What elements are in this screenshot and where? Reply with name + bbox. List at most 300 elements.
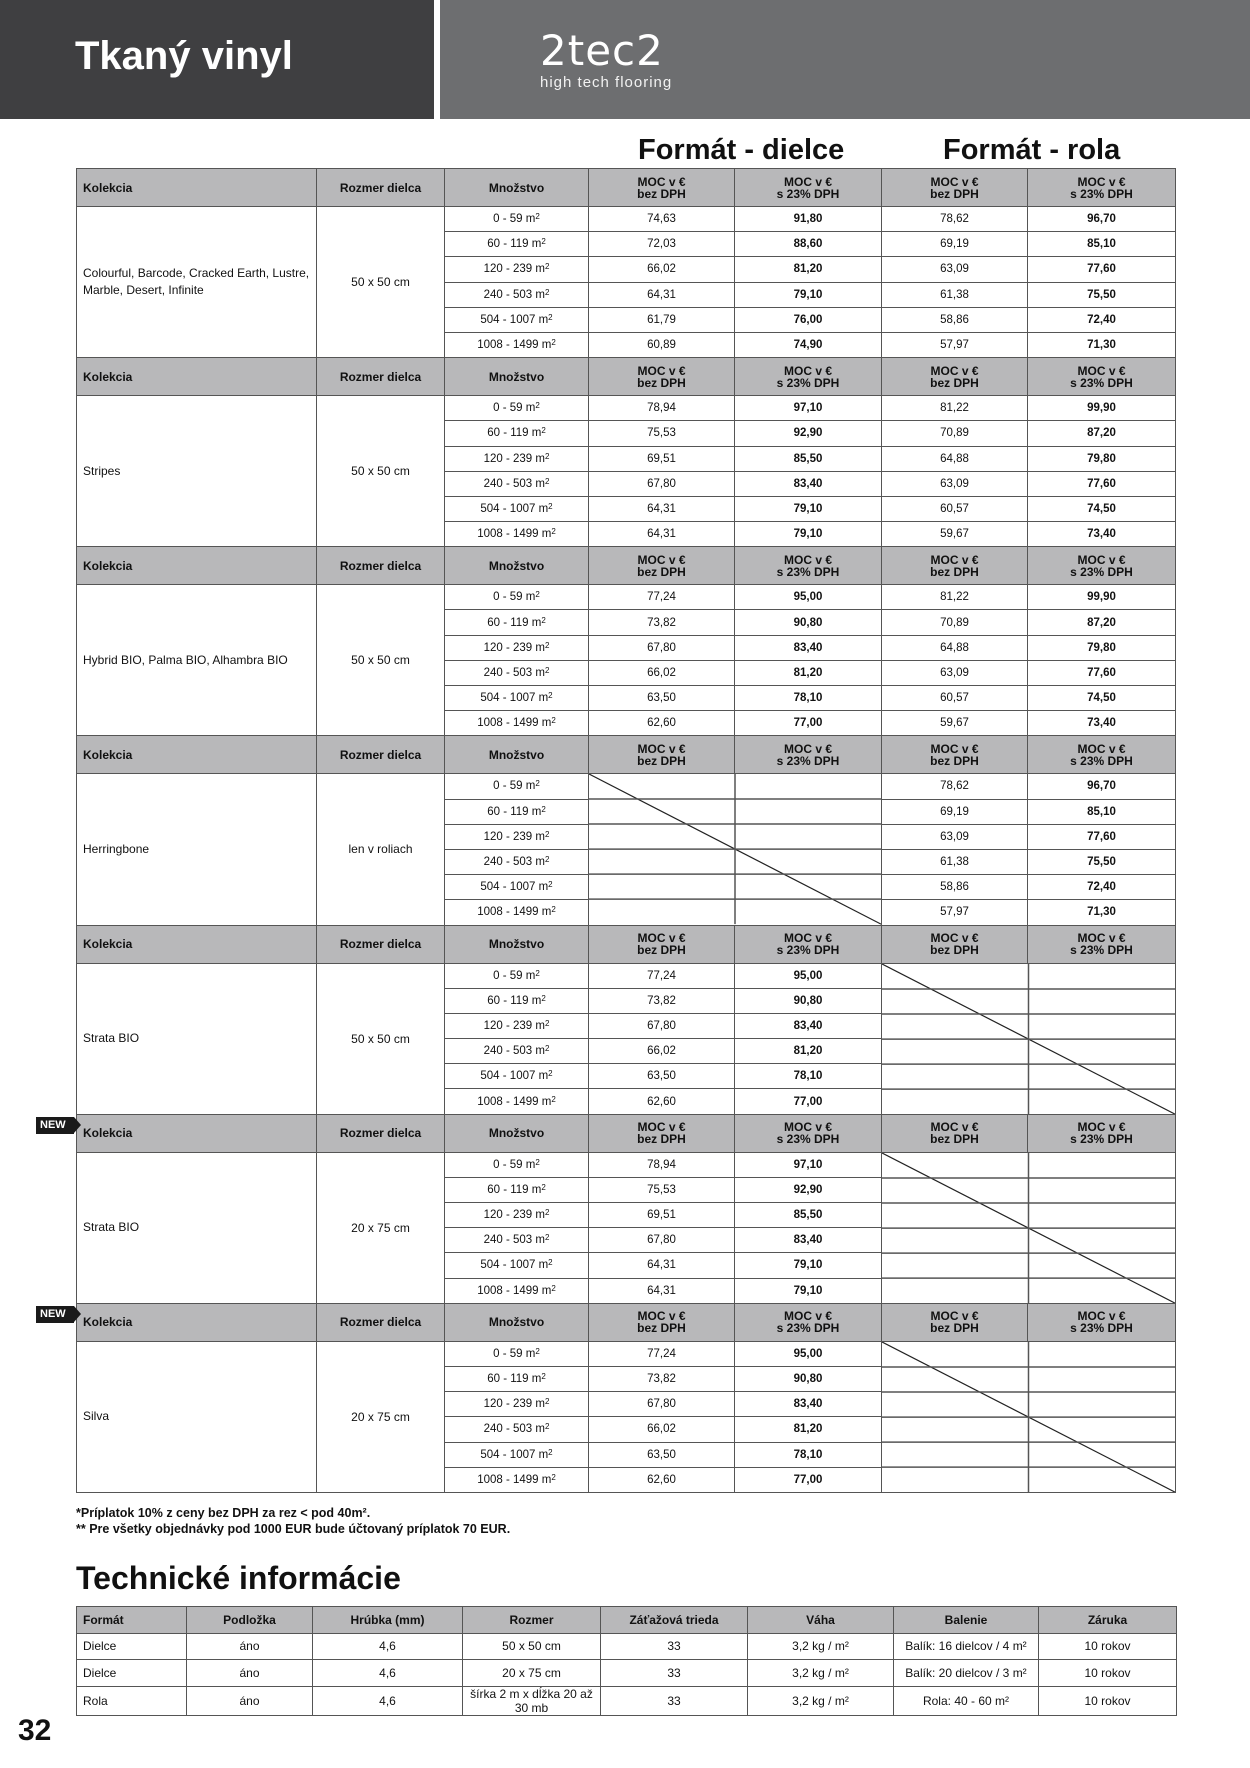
unit-superscript: 2 bbox=[535, 968, 540, 978]
tech-row bbox=[77, 1660, 1177, 1687]
header-label: bez DPH bbox=[930, 1321, 979, 1336]
price-dielce-s-dph: 78,10 bbox=[735, 1442, 882, 1467]
price-dielce-s-dph: 78,10 bbox=[735, 686, 882, 711]
header-label: Množstvo bbox=[488, 558, 545, 573]
tile-size: 50 x 50 cm bbox=[317, 963, 445, 1114]
header-kolekcia bbox=[77, 547, 317, 585]
header-label: s 23% DPH bbox=[776, 186, 840, 201]
header-label: Kolekcia bbox=[83, 1315, 133, 1330]
quantity-range bbox=[445, 1253, 589, 1278]
price-dielce-bez-dph: 66,02 bbox=[589, 1417, 735, 1442]
header-rola-bez-dph bbox=[882, 1114, 1028, 1152]
quantity-text: 120 - 239 m bbox=[483, 641, 545, 654]
price-rola-s-dph: 77,60 bbox=[1028, 471, 1176, 496]
header-mnozstvo bbox=[445, 169, 589, 207]
strike-line bbox=[882, 1153, 1175, 1303]
quantity-text: 1008 - 1499 m bbox=[477, 339, 552, 352]
unit-superscript: 2 bbox=[541, 237, 546, 247]
table-row bbox=[77, 1341, 1176, 1366]
price-rola-bez-dph: 70,89 bbox=[882, 610, 1028, 635]
quantity-text: 60 - 119 m bbox=[487, 1183, 542, 1196]
header-rola-s-dph bbox=[1028, 358, 1176, 396]
price-dielce-s-dph: 97,10 bbox=[735, 396, 882, 421]
price-dielce-bez-dph: 61,79 bbox=[589, 307, 735, 332]
price-dielce-s-dph: 78,10 bbox=[735, 1064, 882, 1089]
header-label: s 23% DPH bbox=[1070, 186, 1133, 201]
header-label: bez DPH bbox=[930, 943, 979, 957]
tile-size: 50 x 50 cm bbox=[317, 585, 445, 736]
tech-cell: 33 bbox=[601, 1633, 748, 1660]
price-rola-s-dph: 71,30 bbox=[1028, 332, 1176, 357]
price-rola-s-dph: 87,20 bbox=[1028, 610, 1176, 635]
header-label: MOC v € bbox=[1077, 552, 1126, 567]
price-rola-bez-dph: 61,38 bbox=[882, 282, 1028, 307]
header-label: MOC v € bbox=[1077, 1309, 1126, 1324]
unit-superscript: 2 bbox=[544, 640, 550, 650]
quantity-range bbox=[445, 963, 589, 988]
quantity-text: 0 - 59 m bbox=[493, 402, 536, 415]
quantity-text: 120 - 239 m bbox=[483, 830, 545, 843]
price-rola-s-dph: 79,80 bbox=[1028, 446, 1176, 471]
header-label: Množstvo bbox=[488, 747, 545, 762]
price-rola-s-dph: 77,60 bbox=[1028, 660, 1176, 685]
unit-superscript: 2 bbox=[544, 855, 550, 865]
header-label: Rozmer dielca bbox=[339, 180, 422, 195]
tech-cell: 10 rokov bbox=[1039, 1686, 1177, 1715]
price-rola-s-dph: 77,60 bbox=[1028, 824, 1176, 849]
collection-name: Herringbone bbox=[77, 774, 317, 925]
collection-name: Hybrid BIO, Palma BIO, Alhambra BIO bbox=[77, 585, 317, 736]
tech-header-cell: Záruka bbox=[1039, 1607, 1177, 1634]
price-dielce-bez-dph: 77,24 bbox=[589, 963, 735, 988]
tech-cell: Balík: 20 dielcov / 3 m² bbox=[894, 1660, 1039, 1687]
header-label: Kolekcia bbox=[83, 747, 133, 762]
header-label: MOC v € bbox=[1077, 363, 1126, 378]
price-dielce-s-dph: 77,00 bbox=[735, 1089, 882, 1114]
header-rozmer bbox=[317, 358, 445, 396]
collection-name: Stripes bbox=[77, 396, 317, 547]
page-title: Tkaný vinyl bbox=[75, 34, 293, 78]
header-label: MOC v € bbox=[637, 363, 686, 378]
price-rola-bez-dph: 57,97 bbox=[882, 900, 1028, 925]
logo-wordmark: 2tec2 bbox=[540, 26, 664, 75]
price-dielce-s-dph: 83,40 bbox=[735, 1392, 882, 1417]
price-dielce-bez-dph: 62,60 bbox=[589, 1467, 735, 1492]
table-header-row bbox=[77, 169, 1176, 207]
price-dielce-s-dph: 81,20 bbox=[735, 1417, 882, 1442]
tech-info-table bbox=[76, 1606, 1177, 1716]
header-label: Rozmer dielca bbox=[339, 1315, 422, 1330]
price-rola-bez-dph: 70,89 bbox=[882, 421, 1028, 446]
header-kolekcia bbox=[77, 1114, 317, 1152]
price-rola-s-dph: 72,40 bbox=[1028, 875, 1176, 900]
header-dielce-bez-dph bbox=[589, 1303, 735, 1341]
price-dielce-s-dph: 83,40 bbox=[735, 635, 882, 660]
unit-superscript: 2 bbox=[548, 1258, 553, 1268]
quantity-range bbox=[445, 332, 589, 357]
header-label: Množstvo bbox=[488, 369, 545, 384]
price-dielce-s-dph: 91,80 bbox=[735, 207, 882, 232]
tech-cell: Rola bbox=[77, 1686, 187, 1715]
tech-cell: 20 x 75 cm bbox=[463, 1660, 601, 1687]
quantity-text: 0 - 59 m bbox=[493, 1158, 536, 1171]
header-rola-bez-dph bbox=[882, 736, 1028, 774]
price-rola-bez-dph: 64,88 bbox=[882, 446, 1028, 471]
quantity-range bbox=[445, 799, 589, 824]
price-rola-bez-dph: 63,09 bbox=[882, 257, 1028, 282]
header-label: s 23% DPH bbox=[776, 943, 840, 957]
price-rola-s-dph: 77,60 bbox=[1028, 257, 1176, 282]
tile-size: 50 x 50 cm bbox=[317, 207, 445, 358]
header-label: bez DPH bbox=[930, 375, 979, 390]
quantity-text: 504 - 1007 m bbox=[480, 1448, 549, 1461]
table-header-row bbox=[77, 1114, 1176, 1152]
price-rola-bez-dph: 64,88 bbox=[882, 635, 1028, 660]
price-dielce-s-dph: 79,10 bbox=[735, 1278, 882, 1303]
header-label: s 23% DPH bbox=[776, 375, 840, 390]
price-rola-s-dph: 96,70 bbox=[1028, 774, 1176, 799]
header-label: MOC v € bbox=[783, 552, 832, 567]
header-label: s 23% DPH bbox=[776, 564, 840, 579]
header-label: s 23% DPH bbox=[1070, 1321, 1133, 1336]
new-badge: NEW bbox=[36, 1306, 74, 1323]
price-rola-bez-dph: 59,67 bbox=[882, 711, 1028, 736]
header-dark-panel bbox=[0, 0, 434, 119]
quantity-range bbox=[445, 1177, 589, 1202]
header-label: MOC v € bbox=[930, 552, 979, 567]
tech-cell: áno bbox=[187, 1633, 313, 1660]
tile-size: len v roliach bbox=[317, 774, 445, 925]
unit-superscript: 2 bbox=[548, 880, 553, 890]
price-rola-bez-dph: 78,62 bbox=[882, 207, 1028, 232]
header-label: bez DPH bbox=[930, 1132, 979, 1147]
header-mnozstvo bbox=[445, 925, 589, 963]
brand-logo bbox=[540, 26, 673, 91]
footnotes bbox=[76, 1505, 510, 1537]
quantity-text: 504 - 1007 m bbox=[480, 692, 549, 705]
unit-superscript: 2 bbox=[548, 501, 553, 511]
quantity-text: 60 - 119 m bbox=[487, 994, 542, 1007]
price-rola-s-dph: 99,90 bbox=[1028, 585, 1176, 610]
unit-superscript: 2 bbox=[541, 426, 546, 436]
price-rola-bez-dph: 78,62 bbox=[882, 774, 1028, 799]
tech-cell: 3,2 kg / m² bbox=[748, 1633, 894, 1660]
price-dielce-bez-dph: 73,82 bbox=[589, 610, 735, 635]
price-dielce-s-dph: 88,60 bbox=[735, 232, 882, 257]
price-dielce-bez-dph: 66,02 bbox=[589, 257, 735, 282]
price-dielce-bez-dph: 72,03 bbox=[589, 232, 735, 257]
header-rozmer bbox=[317, 169, 445, 207]
quantity-text: 1008 - 1499 m bbox=[477, 528, 552, 541]
header-label: MOC v € bbox=[1077, 931, 1126, 945]
header-label: Rozmer dielca bbox=[339, 1126, 422, 1141]
header-label: Množstvo bbox=[488, 1315, 545, 1330]
tech-cell: 4,6 bbox=[313, 1686, 463, 1715]
header-label: MOC v € bbox=[1077, 741, 1126, 756]
price-dielce-bez-dph: 69,51 bbox=[589, 1203, 735, 1228]
header-dielce-bez-dph bbox=[589, 169, 735, 207]
unit-superscript: 2 bbox=[544, 1044, 550, 1054]
quantity-range bbox=[445, 660, 589, 685]
quantity-range bbox=[445, 1467, 589, 1492]
quantity-range bbox=[445, 900, 589, 925]
tech-header-cell: Rozmer bbox=[463, 1607, 601, 1634]
price-dielce-bez-dph: 75,53 bbox=[589, 421, 735, 446]
not-available-cell bbox=[882, 1341, 1176, 1492]
tile-size: 20 x 75 cm bbox=[317, 1152, 445, 1303]
header-kolekcia bbox=[77, 358, 317, 396]
header-dielce-bez-dph bbox=[589, 736, 735, 774]
price-dielce-s-dph: 95,00 bbox=[735, 963, 882, 988]
header-rola-s-dph bbox=[1028, 547, 1176, 585]
price-dielce-bez-dph: 60,89 bbox=[589, 332, 735, 357]
quantity-text: 504 - 1007 m bbox=[480, 1070, 549, 1083]
table-header-row bbox=[77, 547, 1176, 585]
header-label: MOC v € bbox=[930, 363, 979, 378]
unit-superscript: 2 bbox=[548, 1447, 553, 1457]
price-dielce-s-dph: 90,80 bbox=[735, 1366, 882, 1391]
quantity-text: 120 - 239 m bbox=[483, 1209, 545, 1222]
price-dielce-s-dph: 77,00 bbox=[735, 1467, 882, 1492]
price-dielce-s-dph: 79,10 bbox=[735, 496, 882, 521]
price-rola-bez-dph: 57,97 bbox=[882, 332, 1028, 357]
price-dielce-bez-dph: 69,51 bbox=[589, 446, 735, 471]
header-label: bez DPH bbox=[637, 1132, 686, 1147]
unit-superscript: 2 bbox=[541, 1372, 546, 1382]
quantity-text: 60 - 119 m bbox=[487, 805, 542, 818]
price-rola-s-dph: 75,50 bbox=[1028, 849, 1176, 874]
header-label: Rozmer dielca bbox=[339, 747, 422, 762]
price-dielce-bez-dph: 67,80 bbox=[589, 1392, 735, 1417]
price-rola-s-dph: 79,80 bbox=[1028, 635, 1176, 660]
quantity-text: 504 - 1007 m bbox=[480, 881, 549, 894]
header-kolekcia bbox=[77, 169, 317, 207]
unit-superscript: 2 bbox=[551, 1094, 556, 1104]
price-dielce-bez-dph: 64,31 bbox=[589, 522, 735, 547]
header-dielce-s-dph bbox=[735, 736, 882, 774]
header-label: MOC v € bbox=[930, 1120, 979, 1135]
price-dielce-bez-dph: 64,31 bbox=[589, 1253, 735, 1278]
price-dielce-bez-dph: 63,50 bbox=[589, 686, 735, 711]
quantity-range bbox=[445, 1228, 589, 1253]
quantity-text: 240 - 503 m bbox=[483, 666, 545, 679]
header-label: MOC v € bbox=[783, 741, 832, 756]
tech-cell: 4,6 bbox=[313, 1660, 463, 1687]
quantity-range bbox=[445, 988, 589, 1013]
not-available-cell bbox=[882, 1152, 1176, 1303]
unit-superscript: 2 bbox=[544, 287, 550, 297]
header-dielce-s-dph bbox=[735, 169, 882, 207]
header-label: Rozmer dielca bbox=[339, 369, 422, 384]
price-rola-bez-dph: 69,19 bbox=[882, 799, 1028, 824]
unit-superscript: 2 bbox=[535, 779, 540, 789]
header-kolekcia bbox=[77, 1303, 317, 1341]
unit-superscript: 2 bbox=[535, 590, 540, 600]
collection-name: Colourful, Barcode, Cracked Earth, Lustre, Marble, Desert, Infinite bbox=[77, 207, 317, 358]
tech-cell: áno bbox=[187, 1660, 313, 1687]
quantity-range bbox=[445, 774, 589, 799]
unit-superscript: 2 bbox=[535, 401, 540, 411]
quantity-text: 0 - 59 m bbox=[493, 780, 536, 793]
quantity-text: 120 - 239 m bbox=[483, 1019, 545, 1032]
quantity-range bbox=[445, 1442, 589, 1467]
price-dielce-s-dph: 92,90 bbox=[735, 1177, 882, 1202]
quantity-text: 240 - 503 m bbox=[483, 477, 545, 490]
header-label: MOC v € bbox=[930, 741, 979, 756]
price-dielce-bez-dph: 64,31 bbox=[589, 282, 735, 307]
price-dielce-s-dph: 74,90 bbox=[735, 332, 882, 357]
unit-superscript: 2 bbox=[551, 716, 556, 726]
price-dielce-s-dph: 85,50 bbox=[735, 1203, 882, 1228]
quantity-range bbox=[445, 1152, 589, 1177]
price-rola-s-dph: 85,10 bbox=[1028, 232, 1176, 257]
price-dielce-s-dph: 95,00 bbox=[735, 1341, 882, 1366]
price-dielce-bez-dph: 62,60 bbox=[589, 1089, 735, 1114]
header-label: MOC v € bbox=[637, 552, 686, 567]
header-label: MOC v € bbox=[783, 174, 832, 189]
tech-cell: 4,6 bbox=[313, 1633, 463, 1660]
unit-superscript: 2 bbox=[544, 1422, 550, 1432]
tech-cell: Dielce bbox=[77, 1660, 187, 1687]
price-dielce-s-dph: 95,00 bbox=[735, 585, 882, 610]
quantity-range bbox=[445, 496, 589, 521]
price-dielce-bez-dph: 64,31 bbox=[589, 496, 735, 521]
header-label: MOC v € bbox=[637, 931, 686, 945]
logo-tagline: high tech flooring bbox=[540, 74, 673, 91]
price-rola-bez-dph: 69,19 bbox=[882, 232, 1028, 257]
table-row bbox=[77, 396, 1176, 421]
header-label: s 23% DPH bbox=[776, 1321, 840, 1336]
header-label: Množstvo bbox=[488, 937, 545, 951]
quantity-text: 60 - 119 m bbox=[487, 238, 542, 251]
quantity-range bbox=[445, 875, 589, 900]
price-rola-bez-dph: 58,86 bbox=[882, 875, 1028, 900]
quantity-range bbox=[445, 1089, 589, 1114]
header-dielce-s-dph bbox=[735, 547, 882, 585]
price-dielce-bez-dph: 64,31 bbox=[589, 1278, 735, 1303]
price-rola-bez-dph: 81,22 bbox=[882, 396, 1028, 421]
tech-header-cell: Váha bbox=[748, 1607, 894, 1634]
quantity-text: 240 - 503 m bbox=[483, 1423, 545, 1436]
table-row bbox=[77, 1152, 1176, 1177]
header-rola-s-dph bbox=[1028, 1114, 1176, 1152]
price-dielce-s-dph: 79,10 bbox=[735, 522, 882, 547]
price-table bbox=[76, 168, 1176, 1493]
tech-cell: 10 rokov bbox=[1039, 1660, 1177, 1687]
collection-name: Silva bbox=[77, 1341, 317, 1492]
header-label: s 23% DPH bbox=[776, 753, 840, 768]
price-dielce-bez-dph: 74,63 bbox=[589, 207, 735, 232]
header-rola-bez-dph bbox=[882, 1303, 1028, 1341]
tech-cell: Dielce bbox=[77, 1633, 187, 1660]
tech-row bbox=[77, 1633, 1177, 1660]
header-label: Množstvo bbox=[488, 180, 545, 195]
quantity-range bbox=[445, 1278, 589, 1303]
header-label: MOC v € bbox=[1077, 1120, 1126, 1135]
header-dielce-s-dph bbox=[735, 925, 882, 963]
price-rola-bez-dph: 63,09 bbox=[882, 660, 1028, 685]
header-dielce-bez-dph bbox=[589, 547, 735, 585]
table-header-row bbox=[77, 1303, 1176, 1341]
price-dielce-bez-dph: 77,24 bbox=[589, 585, 735, 610]
header-label: bez DPH bbox=[930, 186, 979, 201]
tech-header-cell: Balenie bbox=[894, 1607, 1039, 1634]
unit-superscript: 2 bbox=[535, 1346, 540, 1356]
price-rola-s-dph: 73,40 bbox=[1028, 711, 1176, 736]
unit-superscript: 2 bbox=[535, 1157, 540, 1167]
tech-header-cell: Záťažová trieda bbox=[601, 1607, 748, 1634]
header-kolekcia bbox=[77, 925, 317, 963]
format-dielce-heading: Formát - dielce bbox=[638, 134, 845, 166]
header-dielce-bez-dph bbox=[589, 358, 735, 396]
quantity-text: 0 - 59 m bbox=[493, 213, 536, 226]
header-label: MOC v € bbox=[930, 174, 979, 189]
tile-size: 50 x 50 cm bbox=[317, 396, 445, 547]
header-mnozstvo bbox=[445, 547, 589, 585]
quantity-text: 240 - 503 m bbox=[483, 856, 545, 869]
quantity-range bbox=[445, 610, 589, 635]
price-rola-s-dph: 74,50 bbox=[1028, 496, 1176, 521]
price-dielce-bez-dph: 78,94 bbox=[589, 1152, 735, 1177]
price-dielce-s-dph: 83,40 bbox=[735, 1013, 882, 1038]
quantity-text: 240 - 503 m bbox=[483, 288, 545, 301]
price-rola-s-dph: 74,50 bbox=[1028, 686, 1176, 711]
header-rola-s-dph bbox=[1028, 736, 1176, 774]
quantity-text: 1008 - 1499 m bbox=[477, 906, 552, 919]
header-rozmer bbox=[317, 1303, 445, 1341]
unit-superscript: 2 bbox=[544, 1397, 550, 1407]
quantity-text: 1008 - 1499 m bbox=[477, 1473, 552, 1486]
tech-header-cell: Hrúbka (mm) bbox=[313, 1607, 463, 1634]
header-rozmer bbox=[317, 1114, 445, 1152]
price-rola-s-dph: 72,40 bbox=[1028, 307, 1176, 332]
quantity-text: 504 - 1007 m bbox=[480, 1259, 549, 1272]
header-label: bez DPH bbox=[930, 564, 979, 579]
quantity-text: 240 - 503 m bbox=[483, 1234, 545, 1247]
header-label: s 23% DPH bbox=[1070, 943, 1133, 957]
quantity-range bbox=[445, 307, 589, 332]
quantity-text: 240 - 503 m bbox=[483, 1045, 545, 1058]
tech-cell: 10 rokov bbox=[1039, 1633, 1177, 1660]
price-dielce-s-dph: 90,80 bbox=[735, 988, 882, 1013]
unit-superscript: 2 bbox=[544, 829, 550, 839]
price-dielce-bez-dph: 63,50 bbox=[589, 1064, 735, 1089]
not-available-cell bbox=[589, 774, 882, 925]
table-row bbox=[77, 585, 1176, 610]
tech-header-row bbox=[77, 1607, 1177, 1634]
header-mnozstvo bbox=[445, 358, 589, 396]
unit-superscript: 2 bbox=[544, 1208, 550, 1218]
quantity-range bbox=[445, 522, 589, 547]
header-rozmer bbox=[317, 547, 445, 585]
price-rola-bez-dph: 58,86 bbox=[882, 307, 1028, 332]
header-rola-s-dph bbox=[1028, 1303, 1176, 1341]
header-dielce-bez-dph bbox=[589, 925, 735, 963]
quantity-text: 504 - 1007 m bbox=[480, 502, 549, 515]
header-label: MOC v € bbox=[783, 363, 832, 378]
quantity-text: 1008 - 1499 m bbox=[477, 1284, 552, 1297]
header-dielce-s-dph bbox=[735, 1114, 882, 1152]
header-dielce-bez-dph bbox=[589, 1114, 735, 1152]
header-label: s 23% DPH bbox=[1070, 753, 1133, 768]
table-header-row bbox=[77, 358, 1176, 396]
header-label: bez DPH bbox=[637, 186, 686, 201]
not-available-cell bbox=[882, 963, 1176, 1114]
header-label: MOC v € bbox=[637, 1120, 686, 1135]
unit-superscript: 2 bbox=[548, 1069, 553, 1079]
tech-cell: 33 bbox=[601, 1686, 748, 1715]
price-dielce-bez-dph: 73,82 bbox=[589, 1366, 735, 1391]
